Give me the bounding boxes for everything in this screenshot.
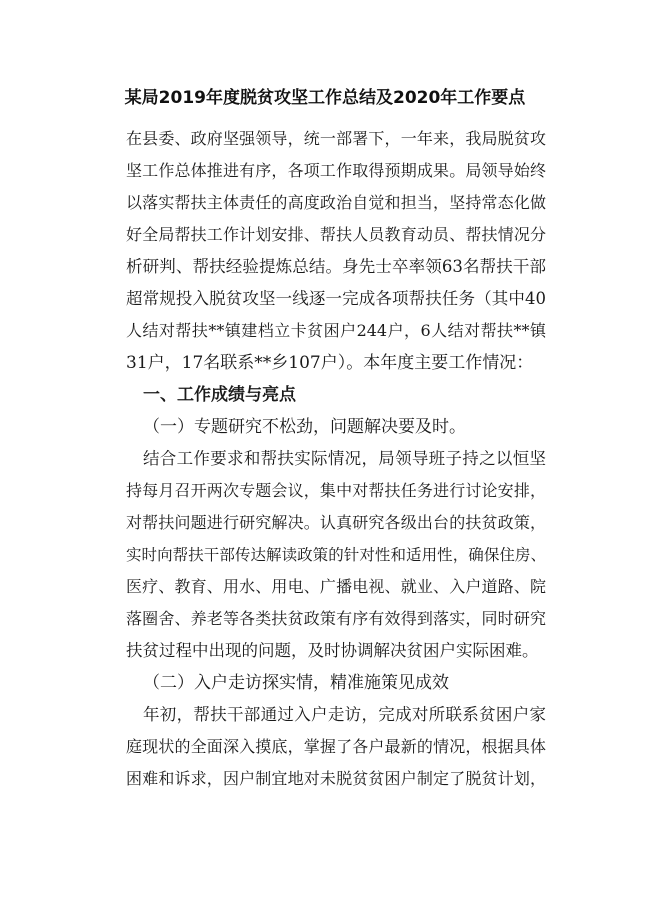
body-line: 结合工作要求和帮扶实际情况，局领导班子持之以恒坚 [143,449,546,468]
body-line: 医疗、教育、用水、用电、广播电视、就业、入户道路、院 [126,577,546,596]
body-line: 31户，17名联系**乡107户）。本年度主要工作情况： [126,353,534,373]
body-line: 好全局帮扶工作计划安排、帮扶人员教育动员、帮扶情况分 [126,225,546,244]
subsection-heading: （一）专题研究不松劲，问题解决要及时。 [143,417,466,437]
body-line: 落圈舍、养老等各类扶贫政策有序有效得到落实，同时研究 [126,609,546,628]
body-line: 超常规投入脱贫攻坚一线逐一完成各项帮扶任务（其中40 [126,289,546,308]
body-line: 扶贫过程中出现的问题，及时协调解决贫困户实际困难。 [126,641,539,660]
body-line: 在县委、政府坚强领导，统一部署下，一年来，我局脱贫攻 [126,129,546,148]
body-line: 人结对帮扶**镇建档立卡贫困户244户，6人结对帮扶**镇 [126,321,546,340]
subsection-heading: （二）入户走访探实情，精准施策见成效 [143,673,449,693]
body-line: 实时向帮扶干部传达解读政策的针对性和适用性，确保住房、 [126,546,546,564]
body-line: 年初，帮扶干部通过入户走访，完成对所联系贫困户家 [143,705,546,724]
section-heading: 一、工作成绩与亮点 [143,385,296,405]
body-line: 对帮扶问题进行研究解决。认真研究各级出台的扶贫政策， [126,513,546,532]
body-line: 坚工作总体推进有序，各项工作取得预期成果。局领导始终 [126,161,546,180]
body-line: 以落实帮扶主体责任的高度政治自觉和担当，坚持常态化做 [126,193,546,212]
document-body [126,123,546,795]
body-line: 析研判、帮扶经验提炼总结。身先士卒率领63名帮扶干部 [126,257,546,276]
body-line: 持每月召开两次专题会议，集中对帮扶任务进行讨论安排， [126,481,546,500]
body-line: 困难和诉求，因户制宜地对未脱贫贫困户制定了脱贫计划， [126,769,546,788]
body-line: 庭现状的全面深入摸底，掌握了各户最新的情况，根据具体 [126,737,546,756]
document-title: 某局2019年度脱贫攻坚工作总结及2020年工作要点 [124,88,526,108]
